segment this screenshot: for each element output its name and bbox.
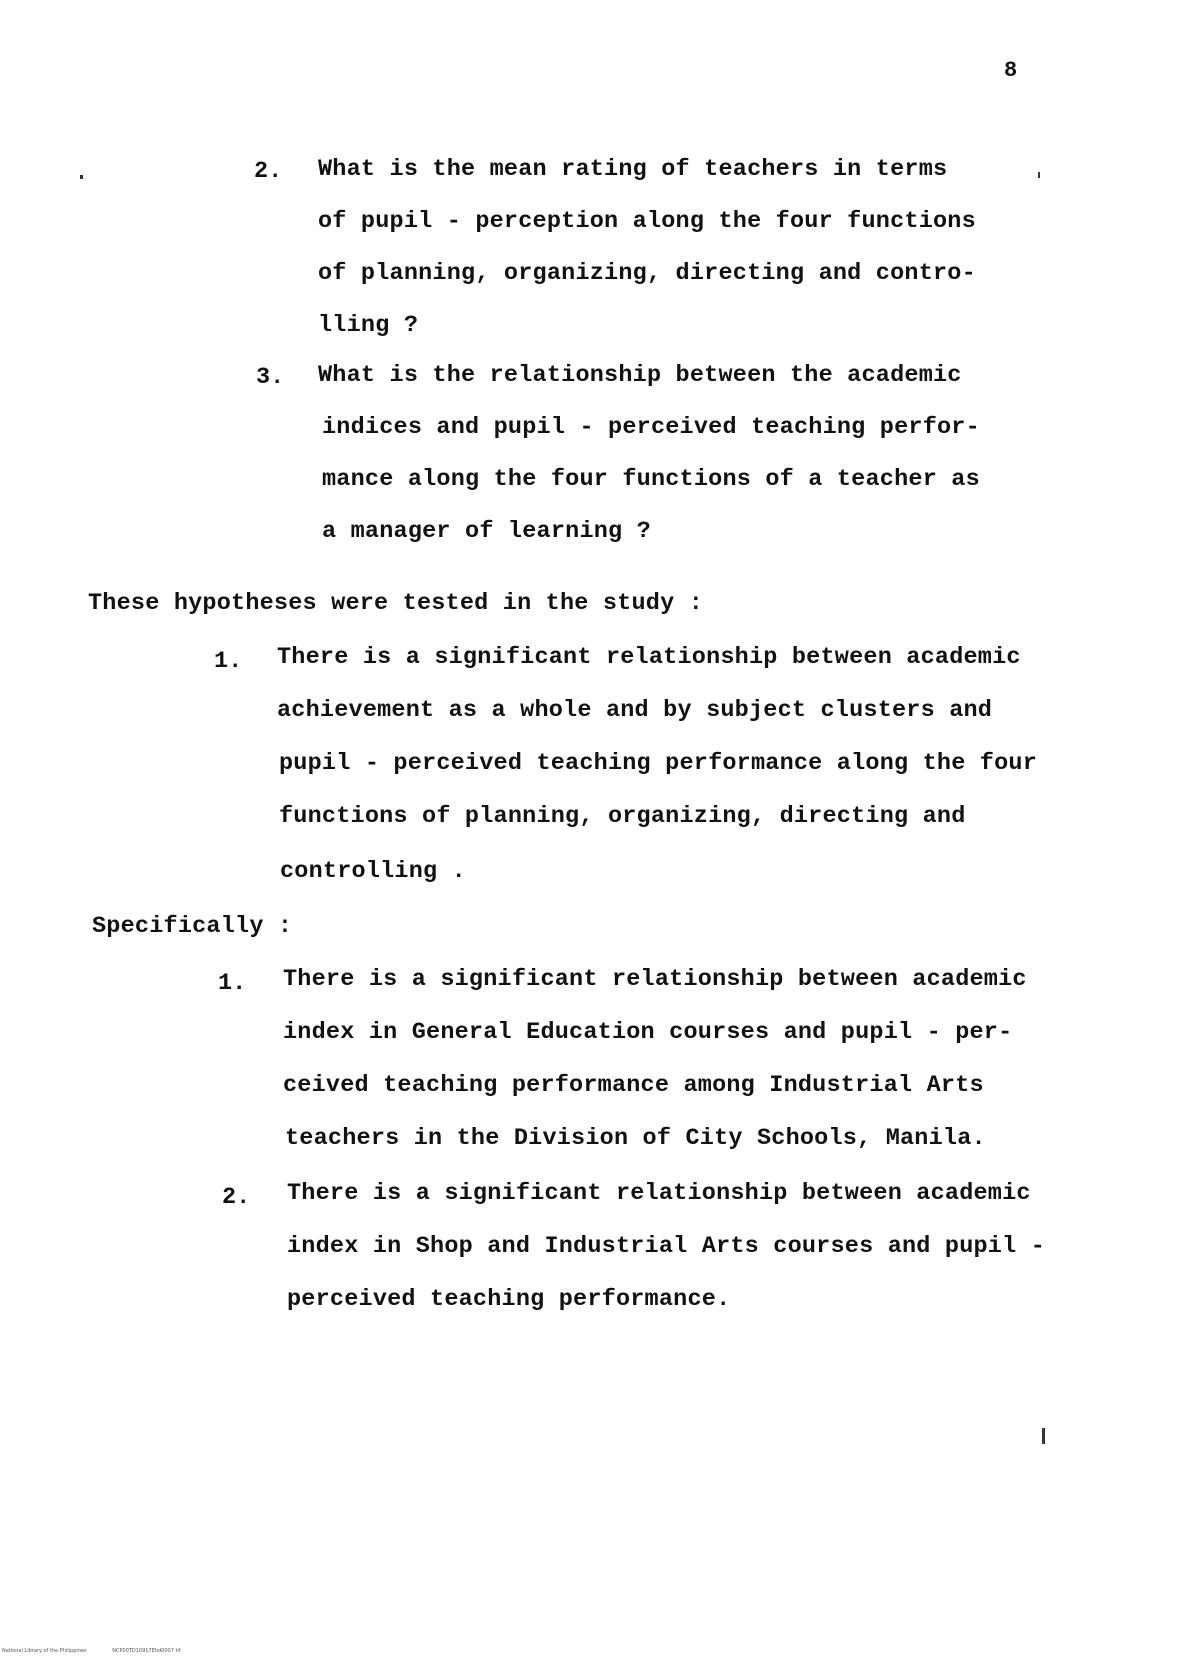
specific-hypothesis-line: index in Shop and Industrial Arts courses and pupil - [287, 1233, 1046, 1260]
hypothesis-line: functions of planning, organizing, directing and [279, 803, 966, 830]
footer-library: National Library of the Philippines [2, 1648, 87, 1654]
specific-hypothesis-line: ceived teaching performance among Industrial Arts [283, 1072, 984, 1099]
scan-mark [80, 175, 83, 179]
specifically-label: Specifically : [92, 913, 293, 940]
question-line: What is the relationship between the academic [318, 362, 962, 389]
scan-footer [2, 1648, 205, 1654]
specific-hypothesis-line: perceived teaching performance. [287, 1286, 731, 1313]
specific-hypothesis-line: index in General Education courses and pupil - per- [283, 1019, 1013, 1046]
question-line: mance along the four functions of a teacher as [322, 466, 980, 493]
specific-hypothesis-line: There is a significant relationship between academic [287, 1180, 1031, 1207]
question-line: indices and pupil - perceived teaching perfor- [322, 414, 980, 441]
specific-hypothesis-line: There is a significant relationship between academic [283, 966, 1027, 993]
page-number: 8 [1004, 58, 1018, 83]
question-line: of pupil - perception along the four functions [318, 208, 976, 235]
specific-hypothesis-number: 2. [222, 1184, 251, 1211]
question-line: of planning, organizing, directing and contro- [318, 260, 976, 287]
specific-hypothesis-number: 1. [218, 970, 247, 997]
hypothesis-line: pupil - perceived teaching performance along the four [279, 750, 1038, 777]
question-line: What is the mean rating of teachers in terms [318, 156, 948, 183]
hypothesis-line: achievement as a whole and by subject clusters and [277, 697, 993, 724]
hypothesis-line: controlling . [280, 858, 466, 885]
specific-hypothesis-line: teachers in the Division of City Schools, Manila. [285, 1125, 986, 1152]
hypothesis-number: 1. [214, 648, 243, 675]
hypothesis-line: There is a significant relationship between academic [277, 644, 1021, 671]
hypotheses-intro: These hypotheses were tested in the study : [88, 590, 703, 617]
footer-file-id: NCP00TD10917Ehd0007 tif [112, 1648, 181, 1654]
question-line: lling ? [318, 312, 419, 339]
question-line: a manager of learning ? [322, 518, 651, 545]
question-number: 3. [256, 364, 285, 391]
question-number: 2. [254, 158, 283, 185]
scan-mark [1038, 172, 1040, 178]
scan-mark [1042, 1428, 1045, 1444]
